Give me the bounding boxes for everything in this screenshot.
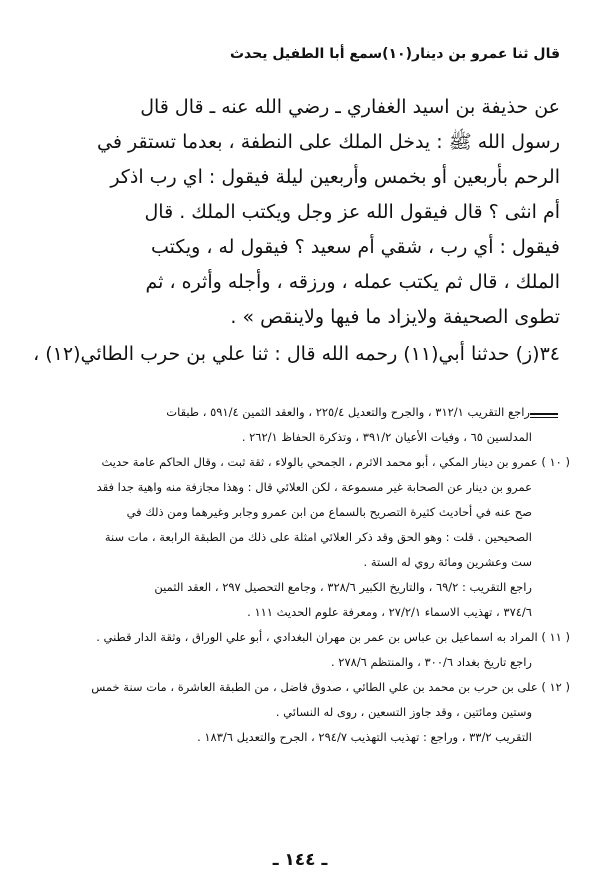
footnote-line: التقريب ٣٣/٢ ، وراجع : تهذيب التهذيب ٢٩٤/٧ ، الجرح والتعديل ١٨٣/٦ .: [197, 730, 532, 744]
footnotes: [30, 400, 570, 750]
footnote-line: صح عنه في أحاديث كثيرة التصريح بالسماع من ابن عمرو وجابر وغيرهما ومن ذلك في: [126, 505, 532, 519]
hadith-text: [34, 90, 560, 335]
running-header: قال ثنا عمرو بن دينار(١٠)سمع أبا الطفيل يحدث: [229, 46, 560, 62]
text-line: الرحم بأربعين أو بخمس وأربعين ليلة فيقول : اي رب اذكر: [110, 166, 560, 188]
page-number: ـ ١٤٤ ـ: [272, 850, 328, 870]
footnote-line: ( ١١ ) المراد به اسماعيل بن عباس بن عمر بن مهران البغدادي ، أبو علي الوراق ، وثقة الدار قطني .: [96, 630, 570, 644]
hadith-entry: [33, 340, 560, 368]
footnote-line: عمرو بن دينار عن الصحابة غير مسموعة ، لكن العلائي قال : وهذا مجازفة منه واهية جدا فقد: [96, 480, 532, 494]
footnote-line: ٣٧٤/٦ ، تهذيب الاسماء ٢٧/٢/١ ، ومعرفة علوم الحديث ١١١ .: [247, 605, 532, 619]
entry-text: حدثنا أبي(١١) رحمه الله قال : ثنا علي بن حرب الطائي(١٢) ،: [33, 343, 510, 365]
footnote-line: راجع التقريب : ٦٩/٢ ، والتاريخ الكبير ٣٢٨/٦ ، وجامع التحصيل ٢٩٧ ، العقد الثمين: [154, 580, 532, 594]
text-line: تطوى الصحيفة ولايزاد ما فيها ولاينقص » .: [230, 306, 560, 328]
text-line: أم انثى ؟ قال فيقول الله عز وجل ويكتب الملك . قال: [144, 201, 560, 223]
footnote-line: ( ١٠ ) عمرو بن دينار المكي ، أبو محمد الاثرم ، الجمحي بالولاء ، ثقة ثبت ، وقال الحاكم عامة حديث: [101, 455, 570, 469]
footnote-line: وستين ومائتين ، وقد جاوز التسعين ، روى له النسائي .: [275, 705, 532, 719]
footnote-line: المدلسين ٦٥ ، وفيات الأعيان ٣٩١/٢ ، وتذكرة الحفاظ ٢٦٢/١ .: [241, 430, 532, 444]
footnote-line: راجع التقريب ٣١٢/١ ، والجرح والتعديل ٢٢٥/٤ ، والعقد الثمين ٥٩١/٤ ، طبقات: [166, 405, 530, 419]
text-line: الملك ، قال ثم يكتب عمله ، ورزقه ، وأجله وأثره ، ثم: [145, 271, 560, 293]
footnote-line: الصحيحين . قلت : وهو الحق وقد ذكر العلائي امثلة على ذلك من الطبقة الرابعة ، مات سنة: [104, 530, 532, 544]
text-line: رسول الله ﷺ : يدخل الملك على النطفة ، بعدما تستقر في: [97, 131, 560, 153]
text-line: عن حذيفة بن اسيد الغفاري ـ رضي الله عنه ـ قال قال: [140, 96, 560, 118]
footnote-line: ( ١٢ ) على بن حرب بن محمد بن علي الطائي ، صدوق فاضل ، من الطبقة العاشرة ، مات سنة خمس: [91, 680, 570, 694]
footnote-line: ست وعشرين ومائة روي له الستة .: [363, 555, 532, 569]
text-line: فيقول : أي رب ، شقي أم سعيد ؟ فيقول له ، ويكتب: [150, 236, 560, 258]
footnote-line: راجع تاريخ بغداد ٣٠٠/٦ ، والمنتظم ٢٧٨/٦ .: [330, 655, 532, 669]
entry-number: ٣٤(ز): [515, 343, 560, 365]
